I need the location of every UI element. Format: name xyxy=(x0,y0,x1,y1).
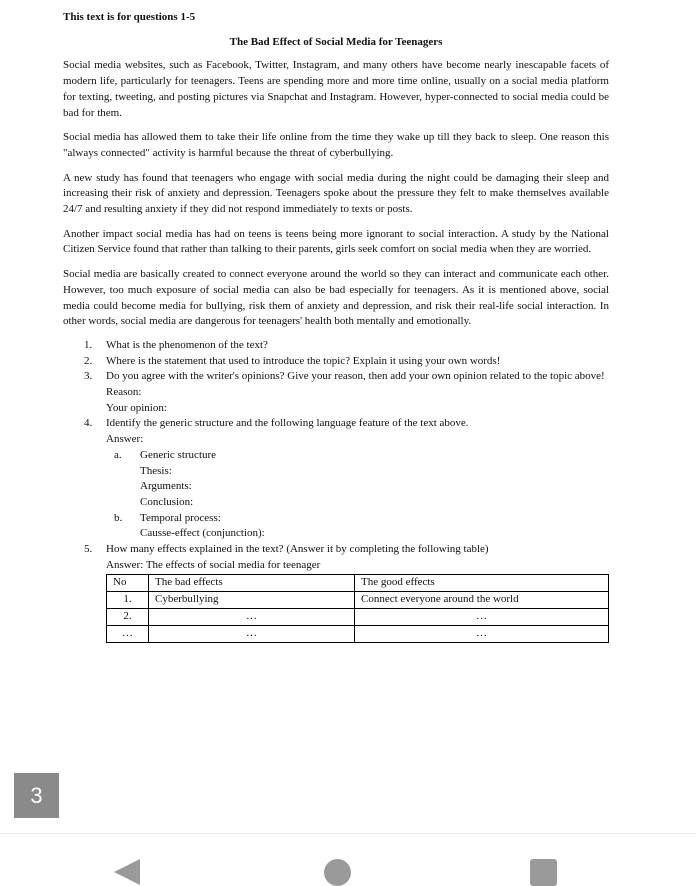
sub-question-a xyxy=(106,448,609,511)
cause-effect-label: Causse-effect (conjunction): xyxy=(140,527,265,540)
question-1 xyxy=(63,338,609,354)
good-effect-cell: Connect everyone around the world xyxy=(355,591,609,608)
document-title: The Bad Effect of Social Media for Teenagers xyxy=(229,35,443,48)
question-3 xyxy=(63,369,609,416)
home-icon[interactable] xyxy=(324,859,351,886)
questions-note: This text is for questions 1-5 xyxy=(63,11,196,23)
paragraph-2: Social media has allowed them to take their life online from the time they wake up till they back to sleep. One reason this "always connected" activity is harmful because the threat of cyberbullying. xyxy=(63,131,609,159)
paragraph-4: Another impact social media has had on teens is teens being more ignorant to social interaction. A study by the National Citizen Service found that rather than talking to their parents, girls seek comfort on social media when they are worried. xyxy=(63,227,609,256)
row-number: … xyxy=(107,625,149,642)
effects-table xyxy=(106,574,609,643)
question-number: 4. xyxy=(84,417,93,430)
table-row xyxy=(107,591,609,608)
opinion-label: Your opinion: xyxy=(106,401,167,414)
row-number: 1. xyxy=(107,591,149,608)
reason-label: Reason: xyxy=(106,386,142,399)
question-text: Where is the statement that used to introduce the topic? Explain it using your own words! xyxy=(106,354,501,367)
question-5 xyxy=(63,542,609,642)
table-row xyxy=(107,608,609,625)
question-number: 2. xyxy=(84,354,93,367)
table-row xyxy=(107,625,609,642)
header-no: No xyxy=(107,574,149,591)
page-number-badge: 3 xyxy=(14,773,59,818)
arguments-label: Arguments: xyxy=(140,480,192,493)
question-text: What is the phenomenon of the text? xyxy=(106,338,268,351)
bad-effect-cell: … xyxy=(149,608,355,625)
temporal-process-label: Temporal process: xyxy=(140,511,221,524)
header-good-effects: The good effects xyxy=(355,574,609,591)
conclusion-label: Conclusion: xyxy=(140,495,194,508)
table-header-row xyxy=(107,574,609,591)
question-number: 3. xyxy=(84,370,93,383)
recents-icon[interactable] xyxy=(530,859,557,886)
paragraph-5: Social media are basically created to connect everyone around the world so they can interact and communicate each other. However, too much exposure of social media can also be bad especially for teenagers. As it is mentioned above, social media could become media for bullying, risk them of anxiety and depression, and risk their real-life social interaction. In other words, social media are dangerous for teenagers' health both mentally and emotionally. xyxy=(63,268,609,328)
generic-structure-label: Generic structure xyxy=(140,448,217,461)
answer-label: Answer: xyxy=(106,433,144,446)
question-number: 5. xyxy=(84,543,93,556)
paragraph-3: A new study has found that teenagers who engage with social media during the night could be damaging their sleep and increasing their risk of anxiety and depression. Teenagers spoke about the pressure they felt to make themselves available 24/7 and resulting anxiety if they did not respond immediately to texts or posts. xyxy=(63,171,609,216)
navigation-bar xyxy=(0,833,696,885)
question-text: Identify the generic structure and the following language feature of the text above. xyxy=(106,417,469,430)
header-bad-effects: The bad effects xyxy=(149,574,355,591)
document-page xyxy=(63,10,609,643)
good-effect-cell: … xyxy=(355,608,609,625)
back-icon[interactable] xyxy=(114,859,140,885)
question-number: 1. xyxy=(84,338,93,351)
sub-letter: a. xyxy=(114,448,122,461)
question-text: How many effects explained in the text? (Answer it by completing the following table) xyxy=(106,543,489,556)
thesis-label: Thesis: xyxy=(140,464,172,477)
question-4 xyxy=(63,416,609,542)
answer-label: Answer: The effects of social media for teenager xyxy=(106,558,321,571)
bad-effect-cell: … xyxy=(149,625,355,642)
paragraph-1: Social media websites, such as Facebook, Twitter, Instagram, and many others have become nearly inescapable facets of modern life, particularly for teenagers. Teens are spending more and more time online, usually on a social media platform for texting, tweeting, and posting pictures via Snapchat and Instagram. However, hyper-connected to social media could be bad for them. xyxy=(63,59,609,119)
question-text: Do you agree with the writer's opinions? Give your reason, then add your own opinion related to the topic above! xyxy=(106,370,605,383)
question-2 xyxy=(63,354,609,370)
sub-question-list xyxy=(106,448,609,542)
sub-question-b xyxy=(106,511,609,542)
question-list xyxy=(63,338,609,643)
row-number: 2. xyxy=(107,608,149,625)
good-effect-cell: … xyxy=(355,625,609,642)
bad-effect-cell: Cyberbullying xyxy=(149,591,355,608)
sub-letter: b. xyxy=(114,511,123,524)
